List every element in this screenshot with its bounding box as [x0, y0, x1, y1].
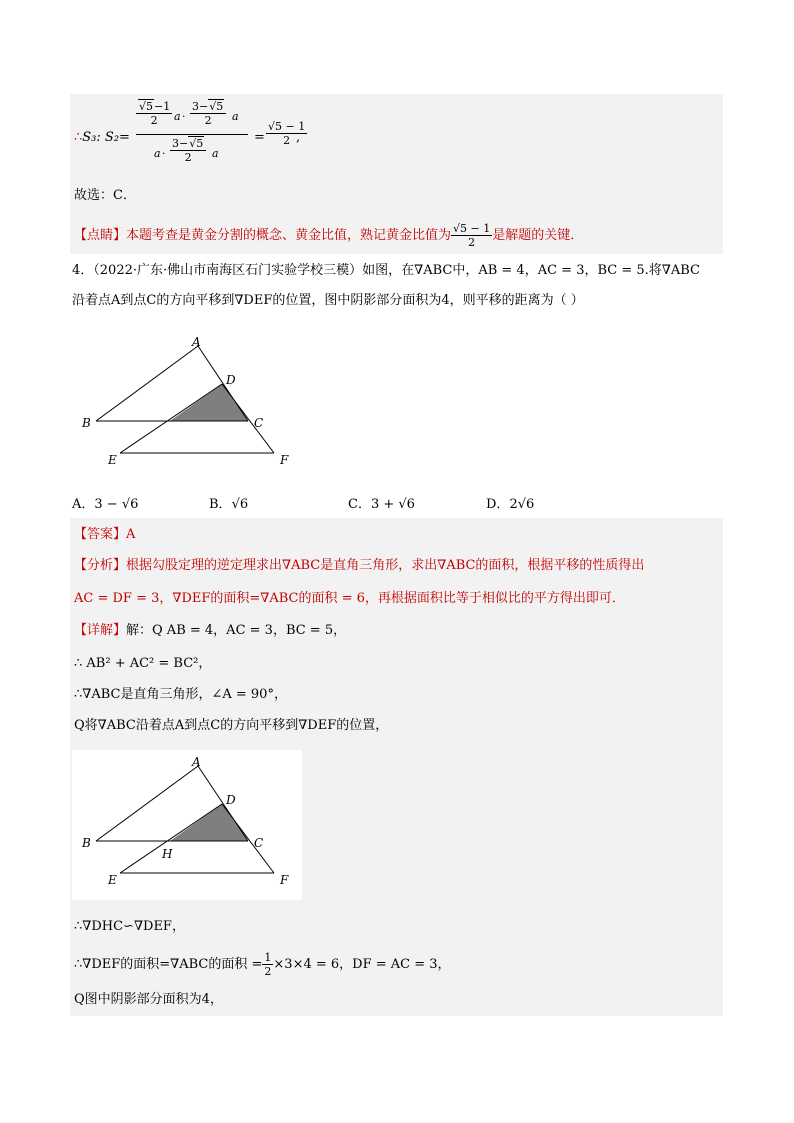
detail-line-6: ∴∇DEF的面积=∇ABC的面积 = $\frac{1}{2}$ ×3×4 = 6，DF = AC = 3，	[74, 951, 451, 978]
question-line-1: 4．（2022·广东·佛山市南海区石门实验学校三模）如图，在∇ABC中，AB = 4，AC = 3，BC = 5.将∇ABC	[72, 263, 700, 278]
edge-ba-2	[96, 766, 198, 841]
big-fraction-numerator: $\frac{√5-1}{2}$ a · $\frac{3-√5}{2}$ a	[136, 100, 248, 134]
analysis-line-2: AC = DF = 3，∇DEF的面积=∇ABC的面积 = 6，再根据面积比等于相似比的平方得出即可．	[74, 591, 625, 606]
answer-value: A	[126, 527, 136, 542]
answer-line	[74, 526, 135, 544]
question-line-2: 沿着点A到点C的方向平移到∇DEF的位置，图中阴影部分面积为4，则平移的距离为（ ）	[72, 293, 584, 308]
option-d: D．2√6	[486, 497, 535, 512]
label-e: E	[108, 453, 117, 467]
comment-fraction: $\frac{√5 - 1}{2}$	[453, 222, 491, 249]
label-a: A	[192, 335, 201, 349]
ratio-label: ∴S₃: S₂=	[74, 130, 130, 145]
result-fraction: $\frac{√5 - 1}{2}$	[268, 120, 306, 147]
analysis-tag: 【分析】	[74, 558, 127, 573]
analysis-line-1: 【分析】根据勾股定理的逆定理求出∇ABC是直角三角形，求出∇ABC的面积，根据平移的性质得出	[74, 558, 645, 573]
detail-line-5: ∴∇DHC∽∇DEF，	[74, 919, 185, 934]
detail-fraction: $\frac{1}{2}$	[264, 951, 272, 978]
big-fraction-denominator: a · $\frac{3-√5}{2}$ a	[154, 137, 219, 164]
figure-2	[76, 752, 316, 902]
figure-1	[76, 332, 316, 472]
edge-ba	[96, 346, 198, 421]
label-h-2: H	[162, 847, 173, 861]
comment-tag: 【点睛】	[74, 228, 127, 243]
label-f: F	[280, 453, 289, 467]
label-d: D	[226, 373, 236, 387]
answer-tag: 【答案】	[74, 527, 127, 542]
label-b-2: B	[82, 836, 91, 850]
big-fraction	[136, 100, 248, 171]
detail-line-3: ∴∇ABC是直角三角形，∠A = 90°，	[74, 687, 287, 702]
detail-line-2: ∴ AB² + AC² = BC²，	[74, 656, 212, 671]
choose-line: 故选：C．	[74, 188, 136, 203]
option-a: A．3 − √6	[72, 497, 139, 512]
label-c: C	[254, 416, 264, 430]
comment-line: 【点睛】本题考查是黄金分割的概念、黄金比值，熟记黄金比值为 $\frac{√5 - 1}{2}$ 是解题的关键．	[74, 222, 584, 249]
detail-line-4: Q将∇ABC沿着点A到点C的方向平移到∇DEF的位置，	[74, 718, 389, 733]
label-d-2: D	[226, 793, 236, 807]
label-a-2: A	[192, 755, 201, 769]
detail-line-1: 【详解】解：Q AB = 4，AC = 3，BC = 5，	[74, 623, 347, 638]
option-b: B．√6	[209, 497, 249, 512]
label-f-2: F	[280, 873, 289, 887]
option-c: C．3 + √6	[348, 497, 415, 512]
label-b: B	[82, 416, 91, 430]
detail-line-7: Q图中阴影部分面积为4，	[74, 992, 223, 1007]
label-e-2: E	[108, 873, 117, 887]
detail-tag: 【详解】	[74, 623, 127, 638]
label-c-2: C	[254, 836, 264, 850]
ratio-formula: ∴S₃: S₂= $\frac{√5-1}{2}$ a · $\frac{3-√5}{2}$ a a · $\frac{3-√5}{2}$ a = $\frac{√5 - 1}{2}$ ,	[74, 98, 434, 178]
